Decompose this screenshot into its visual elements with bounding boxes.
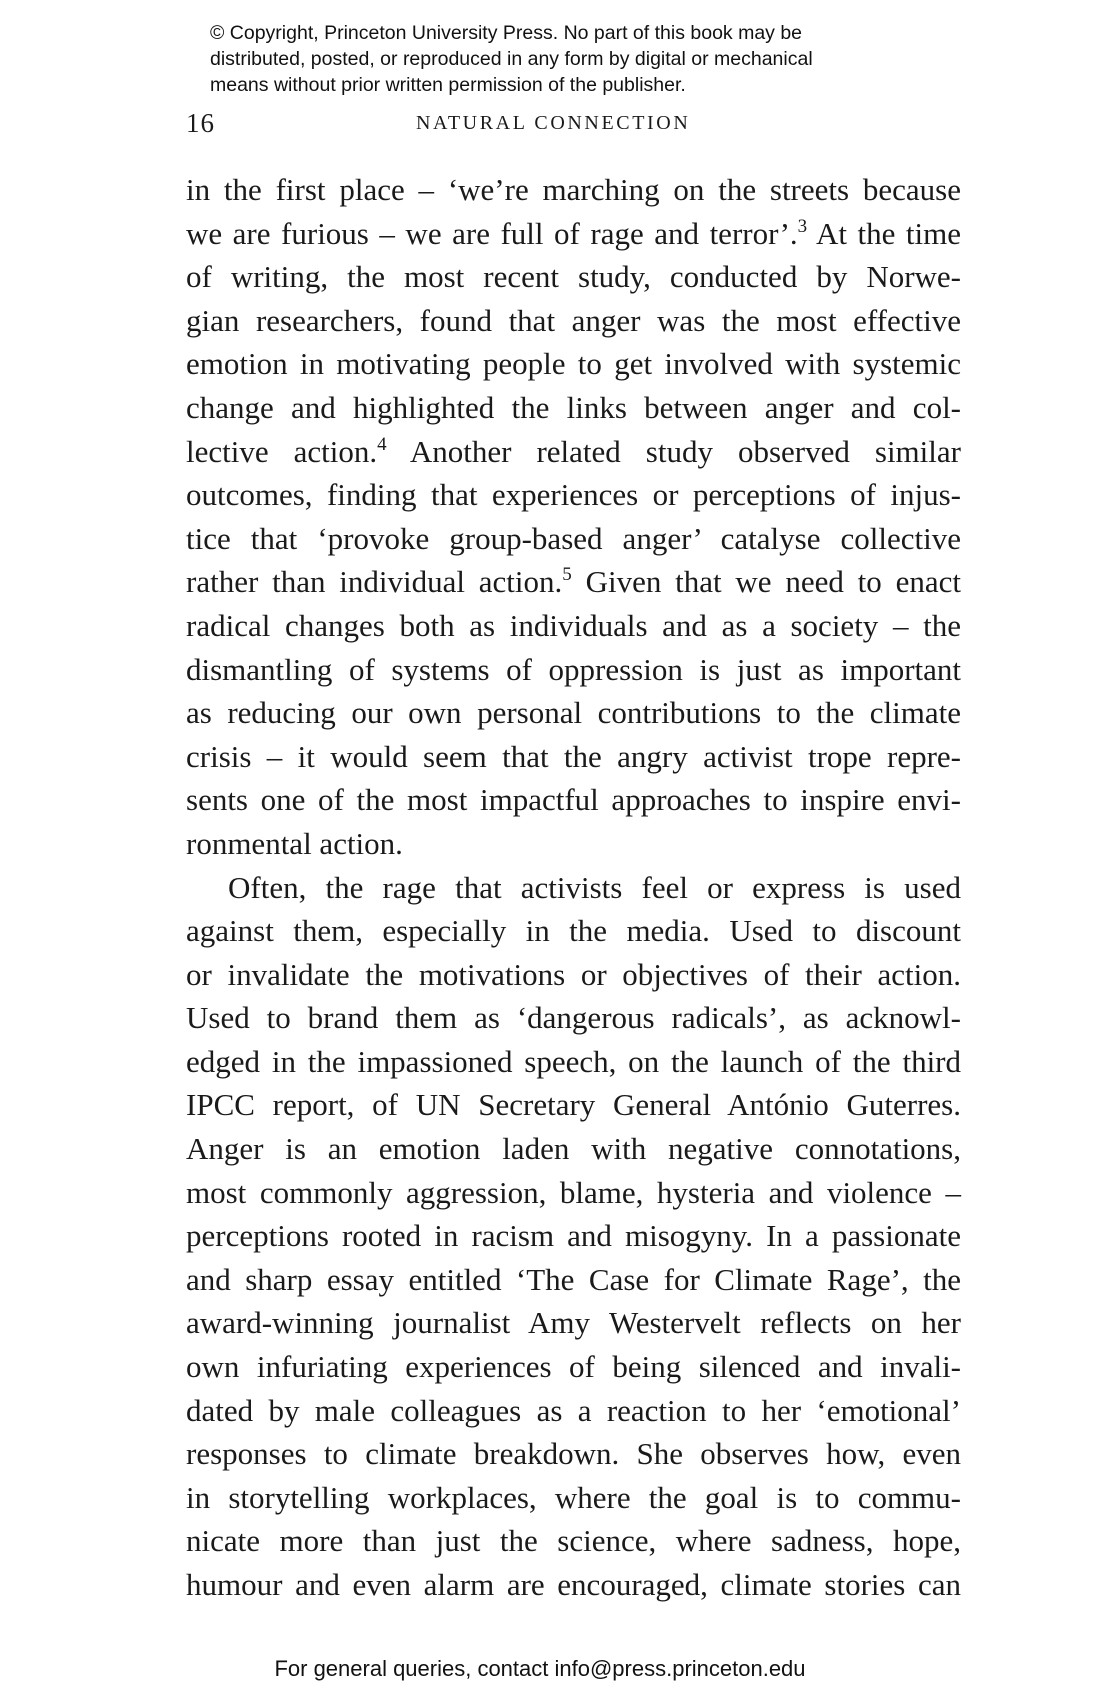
running-title: NATURAL CONNECTION [416, 112, 691, 134]
text-line: in storytelling workplaces, where the goal is to commu- [186, 1479, 961, 1515]
text-line: emotion in motivating people to get involved with systemic [186, 346, 961, 382]
text-line [186, 430, 961, 474]
page-number: 16 [186, 108, 215, 138]
footnote-ref-5[interactable]: 5 [562, 564, 572, 586]
text-line: dismantling of systems of oppression is just as important [186, 651, 961, 687]
text-line: sents one of the most impactful approaches to inspire envi- [186, 782, 961, 818]
text-line: most commonly aggression, blame, hysteria and violence – [186, 1174, 961, 1210]
text-segment: rather than individual action. [186, 564, 563, 600]
text-line: award-winning journalist Amy Westervelt reflects on her [186, 1305, 961, 1341]
text-line: nicate more than just the science, where sadness, hope, [186, 1523, 961, 1559]
footer-text: For general queries, contact info@press.princeton.edu [274, 1656, 806, 1681]
body-text [186, 168, 961, 1607]
text-line: tice that ‘provoke group-based anger’ catalyse collective [186, 520, 961, 556]
text-line [186, 560, 961, 604]
text-line: edged in the impassioned speech, on the launch of the third [186, 1043, 961, 1079]
text-line: change and highlighted the links between anger and col- [186, 389, 961, 425]
footer-contact [0, 1656, 1100, 1682]
text-line: outcomes, finding that experiences or perceptions of injus- [186, 477, 961, 513]
paragraph-2 [186, 866, 961, 1607]
text-segment: we are furious – we are full of rage and terror’. [186, 215, 798, 251]
text-segment: At the time [807, 215, 961, 251]
text-line: ronmental action. [186, 825, 403, 861]
text-line: own infuriating experiences of being silenced and invali- [186, 1349, 961, 1385]
text-line: humour and even alarm are encouraged, climate stories can [186, 1567, 961, 1602]
text-line: radical changes both as individuals and as a society – the [186, 607, 961, 643]
footnote-ref-3[interactable]: 3 [797, 215, 808, 237]
text-line: and sharp essay entitled ‘The Case for Climate Rage’, the [186, 1261, 961, 1297]
text-line: IPCC report, of UN Secretary General António Guterres. [186, 1087, 961, 1123]
text-line: responses to climate breakdown. She observes how, even [186, 1436, 961, 1472]
text-line: dated by male colleagues as a reaction to her ‘emotional’ [186, 1392, 961, 1428]
text-line: of writing, the most recent study, conducted by Norwe- [186, 259, 961, 295]
text-line: Used to brand them as ‘dangerous radicals’, as acknowl- [186, 1000, 961, 1036]
text-line: perceptions rooted in racism and misogyny. In a passionate [186, 1218, 961, 1254]
copyright-notice [210, 20, 970, 98]
text-line [186, 212, 961, 256]
text-line: gian researchers, found that anger was the most effective [186, 302, 961, 338]
text-segment: lective action. [186, 433, 378, 469]
text-line: Often, the rage that activists feel or express is used [228, 869, 961, 905]
text-line: crisis – it would seem that the angry activist trope repre- [186, 738, 961, 774]
text-segment: Given that we need to enact [571, 564, 961, 600]
footnote-ref-4[interactable]: 4 [377, 433, 387, 455]
running-head [0, 108, 1100, 142]
text-line: against them, especially in the media. Used to discount [186, 913, 961, 949]
paragraph-1 [186, 168, 961, 866]
copyright-line: means without prior written permission of the publisher. [210, 74, 686, 96]
copyright-line: © Copyright, Princeton University Press. No part of this book may be [210, 22, 803, 44]
text-line: Anger is an emotion laden with negative connotations, [186, 1131, 961, 1167]
copyright-line: distributed, posted, or reproduced in any form by digital or mechanical [210, 48, 813, 70]
text-line: in the first place – ‘we’re marching on the streets because [186, 172, 961, 207]
text-segment: Another related study observed similar [386, 433, 961, 469]
text-line: as reducing our own personal contributions to the climate [186, 695, 961, 731]
text-line: or invalidate the motivations or objectives of their action. [186, 956, 961, 992]
